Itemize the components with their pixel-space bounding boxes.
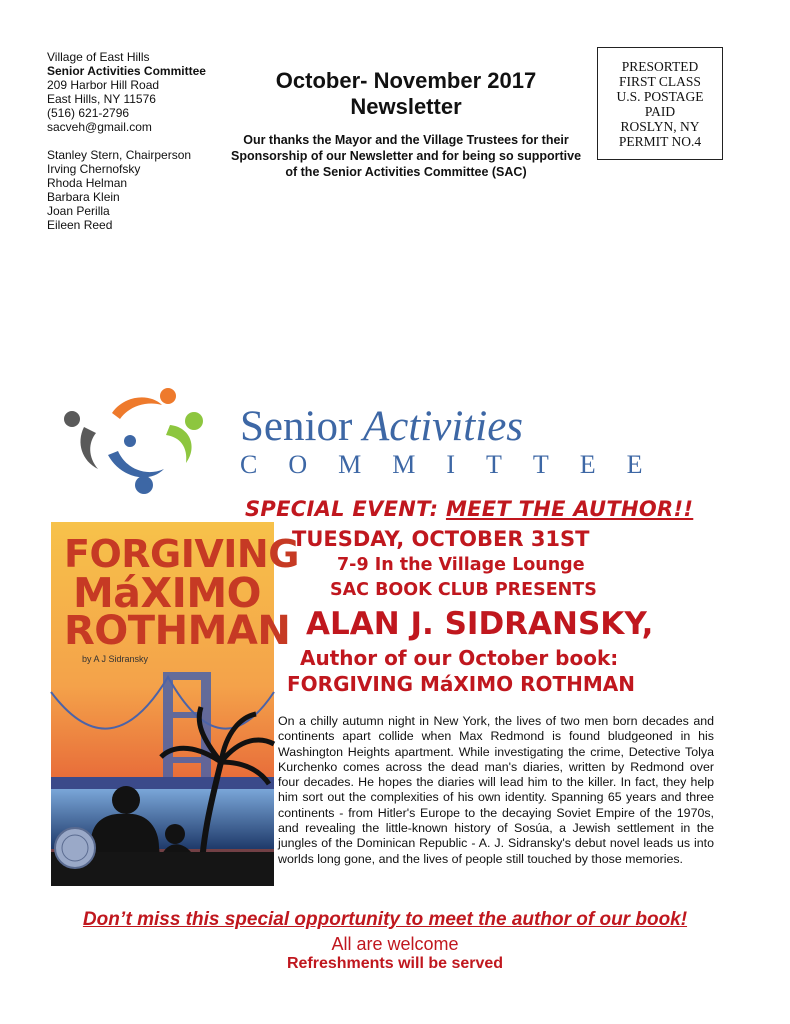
cover-byline: by A J Sidransky xyxy=(82,654,149,664)
all-welcome-line: All are welcome xyxy=(331,934,459,954)
postage-permit-box xyxy=(597,47,723,160)
refreshments-line: Refreshments will be served xyxy=(286,955,504,972)
book-club-presents: SAC BOOK CLUB PRESENTS xyxy=(330,580,597,600)
special-event-heading xyxy=(245,497,693,521)
postage-line: PERMIT NO.4 xyxy=(618,134,702,149)
event-date: TUESDAY, OCTOBER 31ST xyxy=(292,527,590,551)
email-address: sacveh@gmail.com xyxy=(47,120,152,134)
member-name: Irving Chernofsky xyxy=(47,162,141,176)
newsletter-header xyxy=(228,68,584,180)
author-name: ALAN J. SIDRANSKY, xyxy=(306,606,654,642)
city-state-zip: East Hills, NY 11576 xyxy=(47,92,156,106)
book-title: FORGIVING MáXIMO ROTHMAN xyxy=(287,672,635,696)
committee-name: Senior Activities Committee xyxy=(47,64,206,78)
member-name: Rhoda Helman xyxy=(47,176,128,190)
cover-title-line1: FORGIVING xyxy=(64,532,299,576)
event-time-location: 7-9 In the Village Lounge xyxy=(337,555,585,575)
postage-line: FIRST CLASS xyxy=(619,74,701,89)
cover-title-line3: ROTHMAN xyxy=(64,608,291,654)
phone-number: (516) 621-2796 xyxy=(47,106,130,120)
newsletter-title: October- November 2017 xyxy=(275,68,537,93)
member-name: Eileen Reed xyxy=(47,218,113,232)
postage-line: PAID xyxy=(644,104,676,119)
member-name: Barbara Klein xyxy=(47,190,120,204)
postage-line: ROSLYN, NY xyxy=(620,119,700,134)
village-name: Village of East Hills xyxy=(47,50,150,64)
book-cover-image xyxy=(51,522,299,886)
newsletter-subtitle: Newsletter xyxy=(350,94,462,119)
street-address: 209 Harbor Hill Road xyxy=(47,78,160,92)
cover-title-line2: MáXIMO xyxy=(73,569,261,617)
dont-miss-callout: Don’t miss this special opportunity to meet the author of our book! xyxy=(82,909,688,930)
author-of-label: Author of our October book: xyxy=(300,646,619,670)
sponsor-thanks: Our thanks the Mayor and the Village Trustees for their Sponsorship of our Newsletter and for being so supportive of the Senior Activities Committee (SAC) xyxy=(230,133,582,179)
postage-line: PRESORTED xyxy=(621,59,699,74)
address-block xyxy=(47,50,206,232)
logo-wordmark xyxy=(240,404,674,479)
member-chairperson: Stanley Stern, Chairperson xyxy=(47,148,192,162)
logo-word-activities: Activities xyxy=(363,403,524,450)
sac-logo-icon xyxy=(62,385,242,495)
special-event-label: SPECIAL EVENT: xyxy=(245,497,446,521)
logo-word-senior: Senior xyxy=(240,403,353,450)
meet-author-label: MEET THE AUTHOR!! xyxy=(445,497,694,521)
logo-word-committee: COMMITTEE xyxy=(240,450,674,479)
member-name: Joan Perilla xyxy=(47,204,110,218)
postage-line: U.S. POSTAGE xyxy=(616,89,704,104)
book-description: On a chilly autumn night in New York, the lives of two men born decades and continents apart collide when Max Redmond is found bludgeoned in his Washington Heights apartment. While investigating the crime, Detective Tolya Kurchenko comes across the dead man's diaries, written by Redmond over four decades. He hopes the diaries will lead him to the killer. In fact, they help him sort out the complexities of his own identity. Spanning 65 years and three continents - from Hitler's Europe to the decaying Soviet Empire of the 1970s, and revealing the little-known history of Sosúa, a Jewish settlement in the jungles of the Dominican Republic - A. J. Sidransky's debut novel leads us into worlds long gone, and the lives of people still touched by those memories. xyxy=(278,714,714,866)
